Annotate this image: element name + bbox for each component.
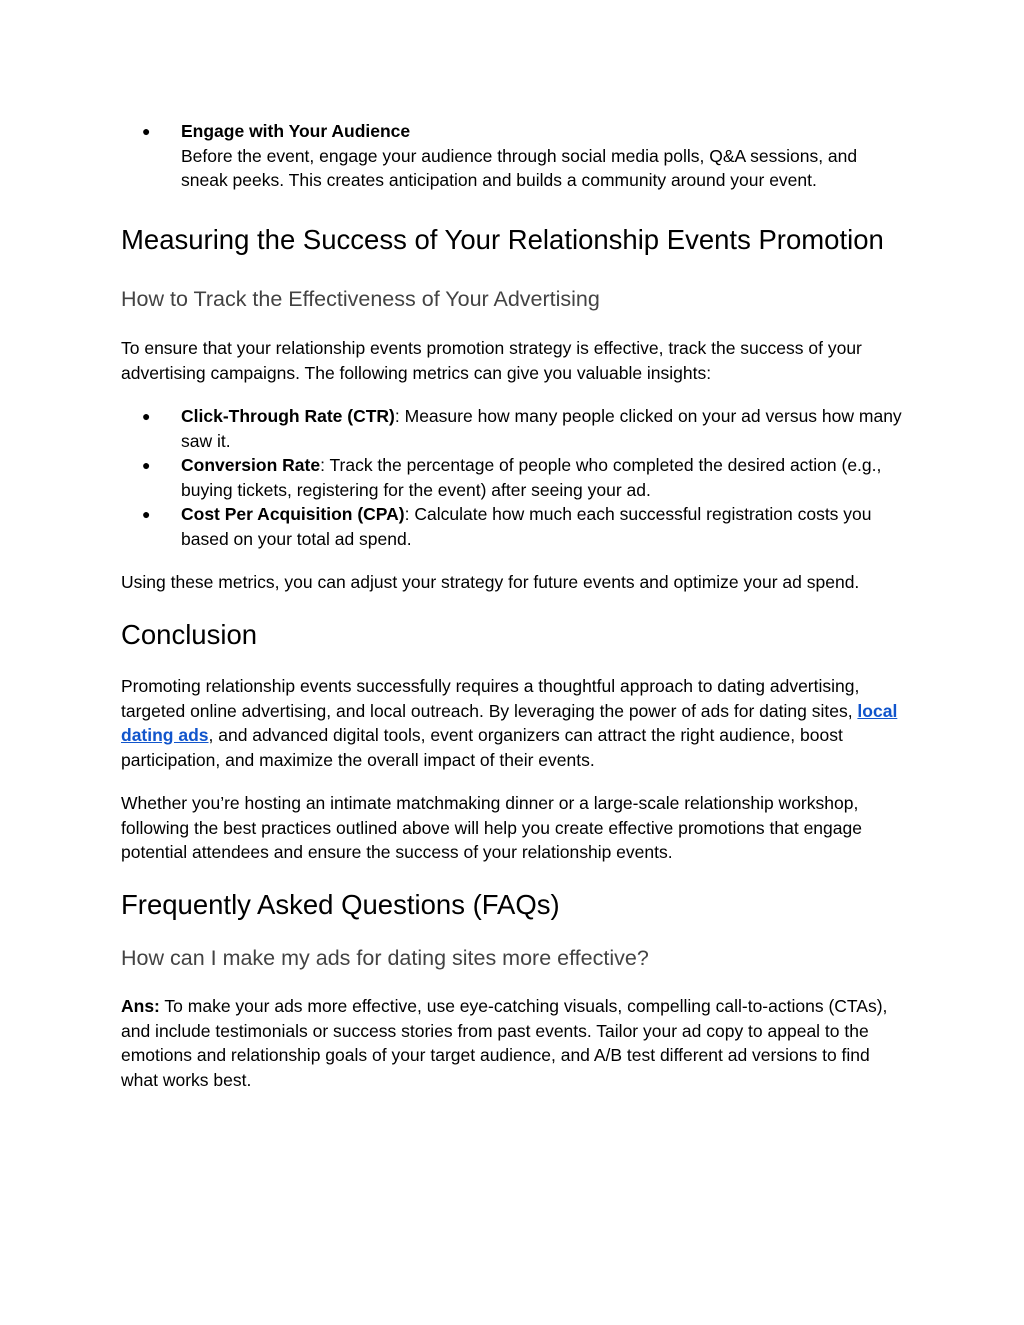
- list-item: [121, 453, 911, 502]
- bullet-icon: ●: [142, 457, 151, 473]
- list-item: [121, 404, 911, 453]
- metrics-list: [121, 404, 911, 551]
- metric-description: : Measure how many people clicked on your ad versus how many saw it.: [181, 406, 902, 451]
- bullet-text-line: sneak peeks. This creates anticipation and builds a community around your event.: [181, 170, 817, 190]
- list-item: [121, 119, 911, 193]
- bullet-title: Engage with Your Audience: [181, 121, 411, 141]
- subheading-track-effectiveness: How to Track the Effectiveness of Your Advertising: [121, 287, 600, 311]
- section-heading-measuring: Measuring the Success of Your Relationship Events Promotion: [121, 224, 884, 255]
- metric-term: Conversion Rate: [181, 455, 321, 475]
- local-dating-ads-link[interactable]: local dating ads: [121, 700, 898, 745]
- list-item: [121, 502, 911, 551]
- section-heading-faqs: Frequently Asked Questions (FAQs): [121, 889, 560, 920]
- metrics-closing-paragraph: Using these metrics, you can adjust your strategy for future events and optimize your ad spend.: [121, 572, 860, 592]
- bullet-icon: ●: [142, 123, 151, 139]
- section-heading-conclusion: Conclusion: [121, 619, 258, 650]
- faq-question-1: How can I make my ads for dating sites more effective?: [121, 946, 649, 970]
- faq-answer-1: [121, 994, 911, 1092]
- metric-description: : Track the percentage of people who completed the desired action (e.g., buying tickets, registering for the event) after seeing your ad.: [181, 455, 882, 500]
- answer-label: Ans:: [121, 996, 160, 1016]
- bullet-text-line: Before the event, engage your audience through social media polls, Q&A sessions, and: [181, 145, 858, 166]
- conclusion-paragraph-1: [121, 674, 911, 772]
- conclusion-paragraph-2: Whether you’re hosting an intimate matchmaking dinner or a large-scale relationship workshop, following the best practices outlined above will help you create effective promotions that engage potential attendees and ensure the success of your relationship events.: [121, 793, 862, 862]
- metric-term: Click-Through Rate (CTR): [181, 406, 395, 426]
- metric-description: : Calculate how much each successful registration costs you based on your total ad spend.: [181, 504, 872, 549]
- answer-text: To make your ads more effective, use eye-catching visuals, compelling call-to-actions (CTAs), and include testimonials or success stories from past events. Tailor your ad copy to appeal to the emotions and relationship goals of your target audience, and A/B test different ad versions to find what works best.: [121, 996, 888, 1090]
- bullet-icon: ●: [142, 408, 151, 424]
- conclusion-text: , and advanced digital tools, event organizers can attract the right audience, boost participation, and maximize the overall impact of their events.: [121, 725, 843, 770]
- metric-term: Cost Per Acquisition (CPA): [181, 504, 405, 524]
- intro-bullet-list: [121, 119, 911, 193]
- measuring-intro-paragraph: To ensure that your relationship events promotion strategy is effective, track the success of your advertising campaigns. The following metrics can give you valuable insights:: [121, 338, 862, 383]
- bullet-icon: ●: [142, 506, 151, 522]
- conclusion-text: Promoting relationship events successfully requires a thoughtful approach to dating advertising, targeted online advertising, and local outreach. By leveraging the power of ads for dating sites,: [121, 676, 860, 721]
